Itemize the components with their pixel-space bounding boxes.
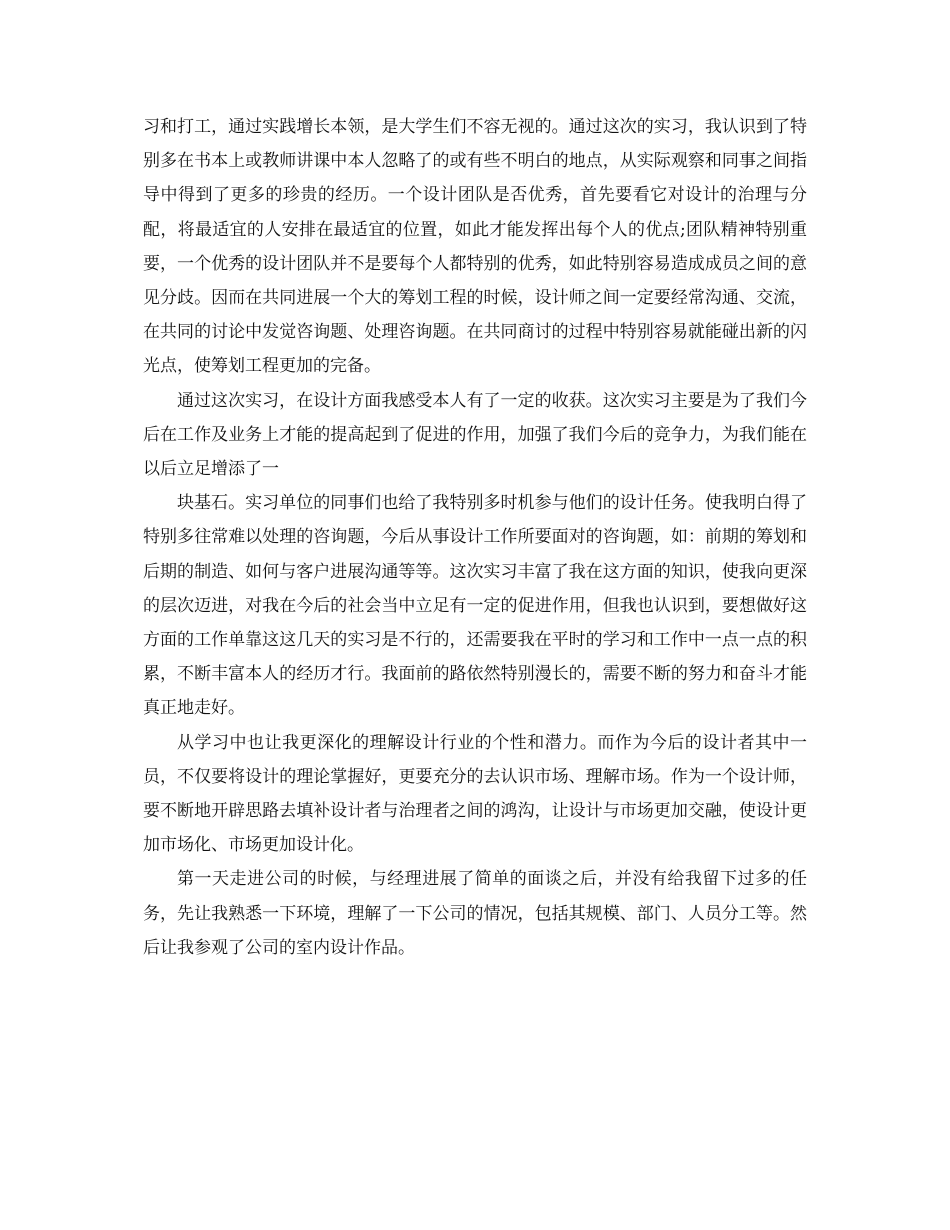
document-body bbox=[143, 110, 807, 965]
paragraph-4: 从学习中也让我更深化的理解设计行业的个性和潜力。而作为今后的设计者其中一员，不仅要将设计的理论掌握好，更要充分的去认识市场、理解市场。作为一个设计师，要不断地开辟思路去填补设计者与治理者之间的鸿沟，让设计与市场更加交融，使设计更加市场化、市场更加设计化。 bbox=[143, 732, 807, 856]
paragraph-5: 第一天走进公司的时候，与经理进展了简单的面谈之后，并没有给我留下过多的任务，先让我熟悉一下环境，理解了一下公司的情况，包括其规模、部门、人员分工等。然后让我参观了公司的室内设计作品。 bbox=[143, 869, 807, 958]
paragraph-1: 习和打工，通过实践增长本领，是大学生们不容无视的。通过这次的实习，我认识到了特别多在书本上或教师讲课中本人忽略了的或有些不明白的地点，从实际观察和同事之间指导中得到了更多的珍贵的经历。一个设计团队是否优秀，首先要看它对设计的治理与分配，将最适宜的人安排在最适宜的位置，如此才能发挥出每个人的优点;团队精神特别重要，一个优秀的设计团队并不是要每个人都特别的优秀，如此特别容易造成成员之间的意见分歧。因而在共同进展一个大的筹划工程的时候，设计师之间一定要经常沟通、交流，在共同的讨论中发觉咨询题、处理咨询题。在共同商讨的过程中特别容易就能碰出新的闪光点，使筹划工程更加的完备。 bbox=[143, 117, 807, 377]
paragraph-3: 块基石。实习单位的同事们也给了我特别多时机参与他们的设计任务。使我明白得了特别多往常难以处理的咨询题，今后从事设计工作所要面对的咨询题，如：前期的筹划和后期的制造、如何与客户进展沟通等等。这次实习丰富了我在这方面的知识，使我向更深的层次迈进，对我在今后的社会当中立足有一定的促进作用，但我也认识到，要想做好这方面的工作单靠这这几天的实习是不行的，还需要我在平时的学习和工作中一点一点的积累，不断丰富本人的经历才行。我面前的路依然特别漫长的，需要不断的努力和奋斗才能真正地走好。 bbox=[143, 493, 807, 719]
paragraph-2: 通过这次实习，在设计方面我感受本人有了一定的收获。这次实习主要是为了我们今后在工作及业务上才能的提高起到了促进的作用，加强了我们今后的竞争力，为我们能在以后立足增添了一 bbox=[143, 390, 807, 480]
